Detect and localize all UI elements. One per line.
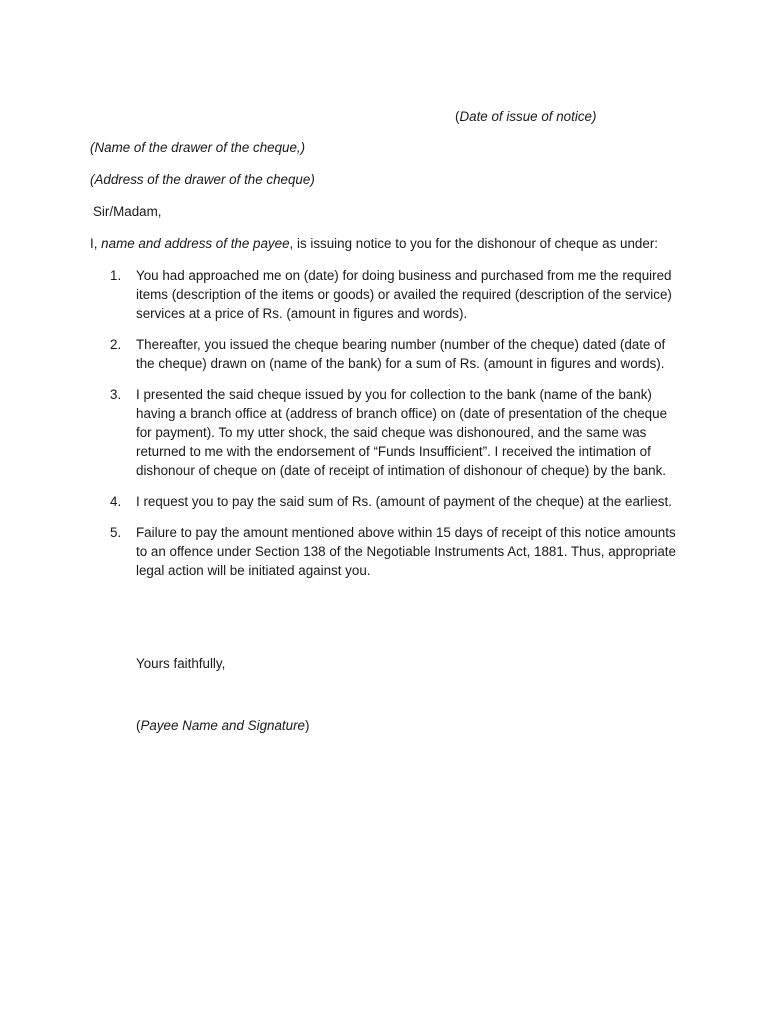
date-open-paren: ( xyxy=(455,109,460,124)
list-item xyxy=(110,385,682,480)
signature-close-paren: ) xyxy=(304,718,310,733)
item-text: Thereafter, you issued the cheque bearing number (number of the cheque) dated (date of the cheque) drawn on (name of the bank) for a sum of Rs. (amount in figures and words). xyxy=(136,337,666,371)
signature-line xyxy=(136,716,309,735)
item-number: 2. xyxy=(110,337,122,352)
drawer-address: (Address of the drawer of the cheque) xyxy=(90,172,315,187)
item-text: You had approached me on (date) for doing business and purchased from me the required items (description of the items or goods) or availed the required (description of the service) services at a price of Rs. (amount in figures and words). xyxy=(136,268,672,321)
list-item xyxy=(110,523,682,580)
list-item xyxy=(110,492,682,511)
date-of-notice xyxy=(455,107,596,126)
notice-points-list xyxy=(110,266,682,592)
item-number: 4. xyxy=(110,494,122,509)
item-number: 3. xyxy=(110,387,122,402)
salutation: Sir/Madam, xyxy=(93,204,162,219)
intro-suffix: , is issuing notice to you for the dishonour of cheque as under: xyxy=(289,236,659,251)
item-text: Failure to pay the amount mentioned above within 15 days of receipt of this notice amounts to an offence under Section 138 of the Negotiable Instruments Act, 1881. Thus, appropriate legal action will be initiated against you. xyxy=(136,525,676,578)
date-label: Date of issue of notice) xyxy=(459,109,597,124)
item-text: I presented the said cheque issued by you for collection to the bank (name of the bank) having a branch office at (address of branch office) on (date of presentation of the cheque for payment). To my utter shock, the said cheque was dishonoured, and the same was returned to me with the endorsement of “Funds Insufficient”. I received the intimation of dishonour of cheque on (date of receipt of intimation of dishonour of cheque) by the bank. xyxy=(136,387,668,478)
signature-label: Payee Name and Signature xyxy=(140,718,305,733)
signature-open-paren: ( xyxy=(136,718,141,733)
intro-payee: name and address of the payee xyxy=(101,236,290,251)
item-text: I request you to pay the said sum of Rs. (amount of payment of the cheque) at the earliest. xyxy=(136,494,672,509)
intro-prefix: I, xyxy=(90,236,102,251)
item-number: 1. xyxy=(110,268,122,283)
drawer-name: (Name of the drawer of the cheque,) xyxy=(90,140,306,155)
closing-line: Yours faithfully, xyxy=(136,656,226,671)
list-item xyxy=(110,266,682,323)
item-number: 5. xyxy=(110,525,122,540)
list-item xyxy=(110,335,682,373)
intro-paragraph xyxy=(90,234,658,253)
